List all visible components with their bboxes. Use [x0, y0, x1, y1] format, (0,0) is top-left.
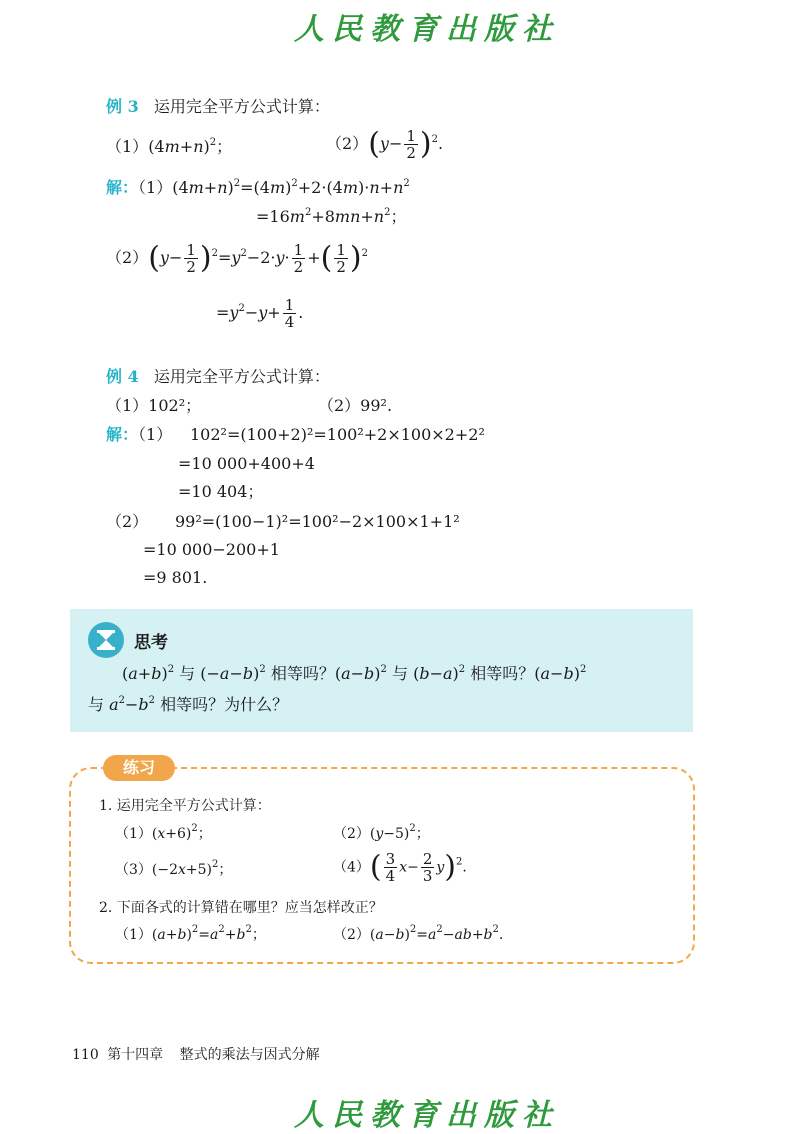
- example4-s2-prefix: （2）: [106, 512, 149, 531]
- exercise-q1-item1: $(1)(x+6)^2$；: [115, 823, 212, 842]
- fraction-half: $\frac{1}{2}$: [406, 127, 416, 162]
- example4-s1-line2: =10 000+400+4: [178, 454, 315, 473]
- think-text-line2: 与 $a^2-b^2$ 相等吗？为什么？: [88, 695, 289, 714]
- example4-heading: [106, 367, 330, 387]
- example4-solution-label: 解：: [106, 425, 139, 444]
- example4-s1-head: [106, 425, 172, 445]
- exercise-q1-item4: （4）( $\frac{3}{4}$ x− $\frac{2}{3}$ y)$^2$.: [333, 849, 467, 885]
- exercise-q1-item2: $(2)(y-5)^2$；: [333, 823, 430, 842]
- example3-s2-prefix: （2）: [106, 248, 149, 267]
- think-title: 思考: [134, 633, 168, 653]
- example3-s1-line1: 解：$(1)(4m+n)^2=(4m)^2+2\cdot(4m)\cdot n+n^2$: [106, 178, 410, 197]
- hourglass-icon: [88, 622, 124, 658]
- exercise-q2-title: 2. 下面各式的计算错在哪里？应当怎样改正？: [99, 900, 383, 916]
- example3-s1-line2: $=16m^2+8mn+n^2$；: [256, 207, 407, 226]
- publisher-logo-bottom: 人民教育出版社: [294, 1098, 560, 1133]
- example4-prompt: 运用完全平方公式计算：: [153, 367, 330, 386]
- example3-q1-prefix: （1）: [106, 137, 149, 156]
- example4-s2-line2: =10 000−200+1: [143, 540, 280, 559]
- think-text-line1: $(a+b)^2$ 与 $(-a-b)^2$ 相等吗？$(a-b)^2$ 与 $(b-a)^2$ 相等吗？$(a-b)^2$: [122, 664, 587, 683]
- example4-q2: （2）99².: [318, 396, 393, 415]
- example3-s2-line1: （2）(y− $\frac{1}{2}$ )$^2=y^2-2\cdot y\cdot$ $\frac{1}{2}$ +( $\frac{1}{2}$ )$^2$: [106, 240, 368, 276]
- page-number: 110: [72, 1047, 99, 1063]
- example3-s1-prefix: （1）: [138, 178, 173, 197]
- chapter-label: 第十四章: [107, 1047, 164, 1063]
- chapter-title: 整式的乘法与因式分解: [179, 1047, 320, 1063]
- example4-s2-line3: =9 801.: [143, 568, 208, 587]
- example3-label: 例 3: [106, 97, 139, 116]
- example3-q2: （2）(y− $\frac{1}{2}$ )$^2$.: [326, 126, 444, 162]
- example3-prompt: 运用完全平方公式计算：: [153, 97, 330, 116]
- example3-solution-label: 解：: [106, 178, 139, 197]
- example4-s2-line1: 99²=(100−1)²=100²−2×100×1+1²: [175, 512, 460, 531]
- example3-q1: $(1)(4m+n)^2$；: [106, 137, 233, 156]
- exercise-q1-item3: $(3)(-2x+5)^2$；: [115, 859, 233, 878]
- example4-s1-prefix: （1）: [138, 425, 173, 444]
- example4-s1-line3: =10 404；: [178, 482, 264, 501]
- example3-s2-line2: $=y^2-y+$ $\frac{1}{4}$ .: [216, 296, 304, 331]
- example3-heading: [106, 97, 330, 117]
- example3-q2-prefix: （2）: [326, 134, 369, 153]
- example4-label: 例 4: [106, 367, 139, 386]
- exercise-tab: 练习: [103, 755, 175, 781]
- exercise-q1-title: 1. 运用完全平方公式计算：: [99, 798, 271, 814]
- exercise-q2-item2: $(2)(a-b)^2=a^2-ab+b^2$.: [333, 924, 504, 943]
- example4-q1: （1）102²；: [106, 396, 202, 415]
- example4-s1-line1: 102²=(100+2)²=100²+2×100×2+2²: [190, 425, 485, 444]
- publisher-logo-top: 人民教育出版社: [294, 12, 560, 47]
- page-footer: [72, 1044, 320, 1064]
- exercise-q2-item1: $(1)(a+b)^2=a^2+b^2$；: [115, 924, 266, 943]
